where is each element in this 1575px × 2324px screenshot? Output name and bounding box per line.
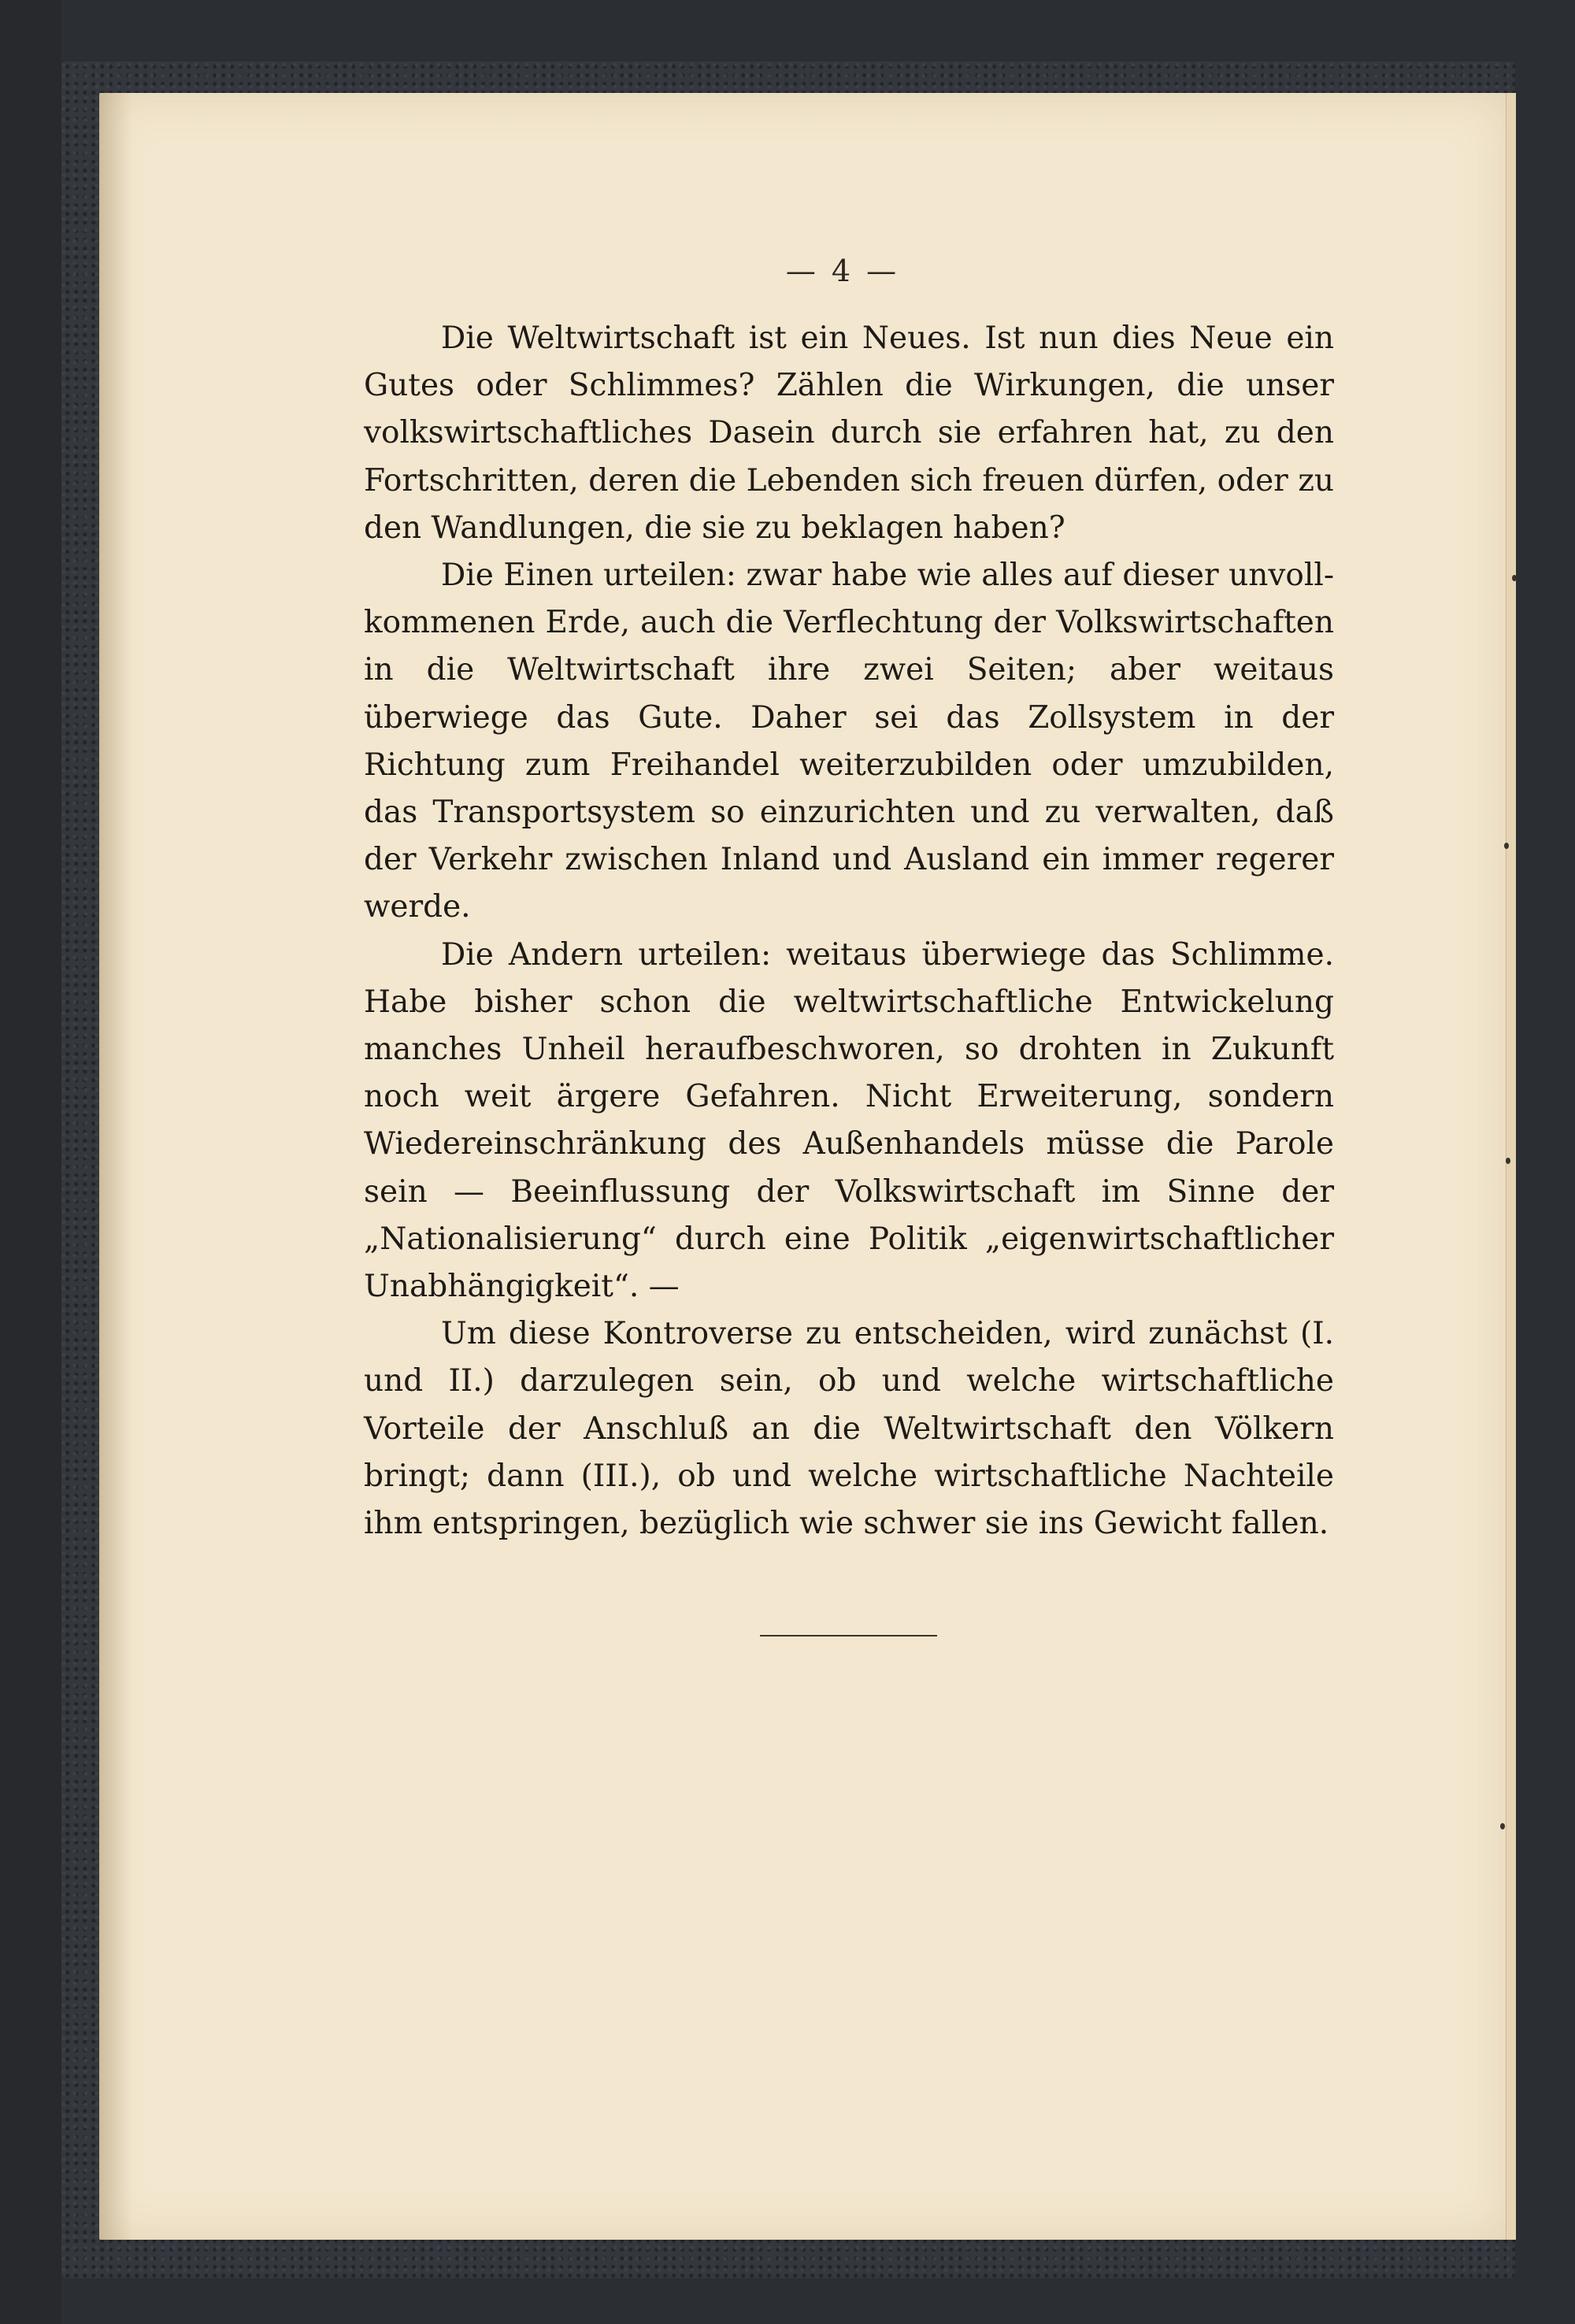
paragraph-4: Um diese Kontroverse zu entscheiden, wird zunächst (I. und II.) darzulegen sein, ob und welche wirtschaftliche Vorteile der Anschluß an die Weltwirtschaft den Völkern bringt; dann (III.), ob und welche wirtschaftliche Nachteile ihm entspringen, bezüglich wie schwer sie ins Gewicht fallen. xyxy=(364,1316,1334,1542)
section-rule xyxy=(760,1635,937,1636)
paragraph-2: Die Einen urteilen: zwar habe wie alles auf dieser unvollkommenen Erde, auch die Verflechtung der Volkswirtschaften in die Weltwirtschaft ihre zwei Seiten; aber weitaus überwiege das Gute. Daher sei das Zollsystem in der Richtung zum Freihandel weiterzubilden oder umzubilden, das Transportsystem so einzurichten und zu verwalten, daß der Verkehr zwischen Inland und Ausland ein immer regerer werde. xyxy=(364,558,1334,925)
edge-mark xyxy=(1512,575,1517,581)
paragraph-1: Die Weltwirtschaft ist ein Neues. Ist nun dies Neue ein Gutes oder Schlimmes? Zählen die Wirkungen, die unser volkswirtschaftliches Dasein durch sie erfahren hat, zu den Fortschritten, deren die Lebenden sich freuen dürfen, oder zu den Wandlungen, die sie zu beklagen haben? xyxy=(364,321,1334,546)
page-gutter-shadow xyxy=(99,93,132,2240)
page-number: — 4 — xyxy=(785,254,900,288)
paragraph-3: Die Andern urteilen: weitaus überwiege das Schlimme. Habe bisher schon die weltwirtschaftliche Entwickelung manches Unheil heraufbeschworen, so drohten in Zukunft noch weit ärgere Gefahren. Nicht Erweiterung, sondern Wiedereinschränkung des Außenhandels müsse die Parole sein — Beeinflussung der Volkswirtschaft im Sinne der „Nationalisierung“ durch eine Politik „eigenwirtschaftlicher Unabhängigkeit“. — xyxy=(364,936,1334,1305)
edge-mark xyxy=(1504,843,1509,849)
book-spine xyxy=(0,0,61,2324)
body-text xyxy=(364,315,1334,1547)
edge-mark xyxy=(1500,1823,1505,1829)
edge-mark xyxy=(1506,1158,1510,1164)
page-edge xyxy=(1506,93,1516,2240)
